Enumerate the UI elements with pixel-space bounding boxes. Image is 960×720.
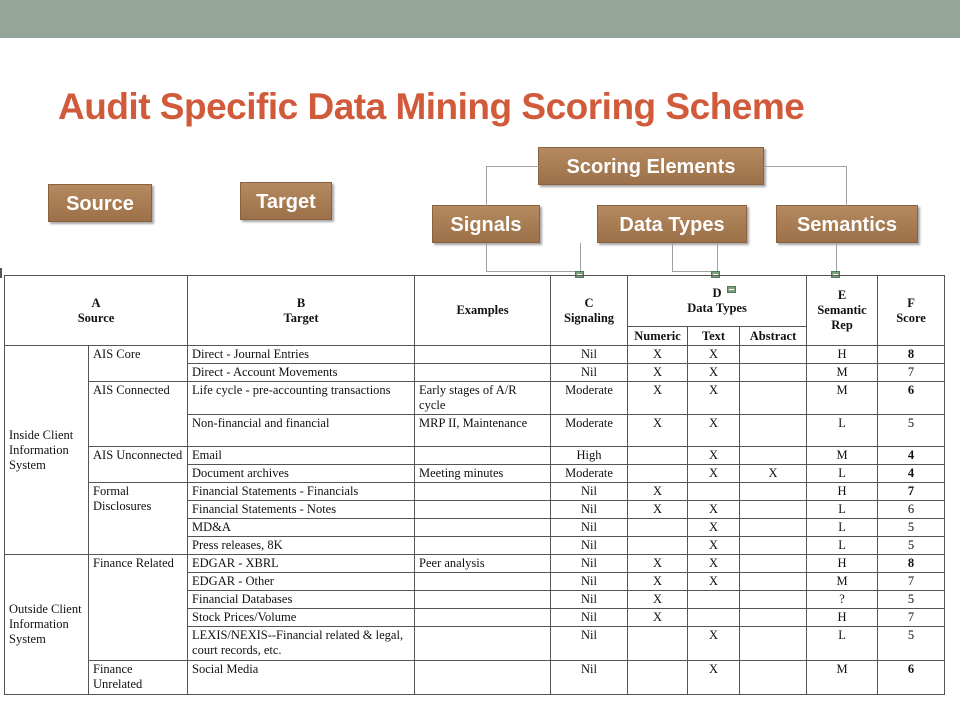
top-banner [0, 0, 960, 38]
cell-example: Early stages of A/R cycle [415, 382, 551, 415]
cell-signal: Moderate [551, 465, 628, 483]
page-title: Audit Specific Data Mining Scoring Scheme [58, 86, 805, 127]
cell-text: X [688, 555, 740, 573]
cell-target: Financial Statements - Financials [188, 483, 415, 501]
cell-example [415, 537, 551, 555]
subgroup-ais-core: AIS Core [89, 346, 188, 382]
cell-semantic-rep: M [807, 382, 878, 415]
cell-numeric: X [628, 382, 688, 415]
cell-abstract [740, 415, 807, 447]
cell-abstract: X [740, 465, 807, 483]
cell-target: EDGAR - XBRL [188, 555, 415, 573]
cell-target: Financial Databases [188, 591, 415, 609]
cell-example [415, 447, 551, 465]
cell-target: Social Media [188, 661, 415, 695]
cell-signal: Nil [551, 591, 628, 609]
cell-score: 5 [878, 591, 945, 609]
cell-abstract [740, 627, 807, 661]
scoring-table [4, 275, 945, 695]
header-numeric: Numeric [628, 327, 688, 346]
cell-numeric [628, 447, 688, 465]
cell-score: 5 [878, 415, 945, 447]
cell-numeric [628, 627, 688, 661]
cell-example [415, 519, 551, 537]
cell-abstract [740, 555, 807, 573]
cell-score: 4 [878, 465, 945, 483]
cell-score: 8 [878, 346, 945, 364]
cell-target: Financial Statements - Notes [188, 501, 415, 519]
cell-semantic-rep: L [807, 465, 878, 483]
table-row [5, 661, 945, 695]
cell-signal: Nil [551, 519, 628, 537]
semantics-tag: Semantics [776, 205, 918, 243]
cell-target: Non-financial and financial [188, 415, 415, 447]
cell-semantic-rep: H [807, 346, 878, 364]
cell-score: 4 [878, 447, 945, 465]
cell-abstract [740, 483, 807, 501]
cell-semantic-rep: L [807, 627, 878, 661]
cell-signal: Nil [551, 573, 628, 591]
cell-score: 6 [878, 382, 945, 415]
subgroup-ais-unconnected: AIS Unconnected [89, 447, 188, 483]
cell-text: X [688, 537, 740, 555]
cell-target: EDGAR - Other [188, 573, 415, 591]
subgroup-ais-connected: AIS Connected [89, 382, 188, 447]
cell-example [415, 483, 551, 501]
cell-abstract [740, 537, 807, 555]
cell-example [415, 609, 551, 627]
cell-score: 6 [878, 661, 945, 695]
cell-semantic-rep: H [807, 555, 878, 573]
cell-text: X [688, 661, 740, 695]
cell-abstract [740, 519, 807, 537]
cell-text: X [688, 573, 740, 591]
cell-signal: Nil [551, 661, 628, 695]
cell-text: X [688, 465, 740, 483]
cell-text: X [688, 447, 740, 465]
table-row [5, 555, 945, 573]
cell-semantic-rep: L [807, 519, 878, 537]
cell-target: Direct - Account Movements [188, 364, 415, 382]
cell-abstract [740, 609, 807, 627]
header-data-types: D Data Types [628, 276, 807, 327]
cell-abstract [740, 573, 807, 591]
cell-abstract [740, 364, 807, 382]
scoring-elements-tag: Scoring Elements [538, 147, 764, 185]
table-body [5, 346, 945, 695]
table-row [5, 346, 945, 364]
source-tag: Source [48, 184, 152, 222]
cell-numeric: X [628, 346, 688, 364]
cell-target: Press releases, 8K [188, 537, 415, 555]
cell-score: 5 [878, 627, 945, 661]
cell-text: X [688, 501, 740, 519]
data-types-tag: Data Types [597, 205, 747, 243]
cell-signal: Nil [551, 609, 628, 627]
cell-text: X [688, 382, 740, 415]
cell-example [415, 627, 551, 661]
cell-text: X [688, 519, 740, 537]
cell-semantic-rep: M [807, 364, 878, 382]
connector-left [486, 166, 539, 206]
header-source: A Source [5, 276, 188, 346]
table-row [5, 483, 945, 501]
cell-target: LEXIS/NEXIS--Financial related & legal, court records, etc. [188, 627, 415, 661]
cell-numeric: X [628, 483, 688, 501]
cell-example [415, 364, 551, 382]
cell-semantic-rep: M [807, 661, 878, 695]
cell-semantic-rep: M [807, 573, 878, 591]
cell-score: 5 [878, 537, 945, 555]
cell-text: X [688, 415, 740, 447]
cell-semantic-rep: L [807, 537, 878, 555]
cell-numeric [628, 661, 688, 695]
cell-score: 7 [878, 573, 945, 591]
cell-semantic-rep: H [807, 609, 878, 627]
cell-score: 7 [878, 609, 945, 627]
header-target: B Target [188, 276, 415, 346]
table-row [5, 382, 945, 415]
subgroup-finance-unrelated: Finance Unrelated [89, 661, 188, 695]
header-score: F Score [878, 276, 945, 346]
cell-numeric: X [628, 609, 688, 627]
header-signaling: C Signaling [551, 276, 628, 346]
cell-abstract [740, 382, 807, 415]
cell-numeric [628, 537, 688, 555]
cell-text: X [688, 627, 740, 661]
subgroup-finance-related: Finance Related [89, 555, 188, 661]
cell-numeric: X [628, 415, 688, 447]
cell-signal: High [551, 447, 628, 465]
connector-semantics [836, 243, 838, 271]
cell-abstract [740, 591, 807, 609]
cell-text [688, 591, 740, 609]
header-examples: Examples [415, 276, 551, 346]
group-inside: Inside Client Information System [5, 346, 89, 555]
cell-example [415, 591, 551, 609]
cell-target: Document archives [188, 465, 415, 483]
target-tag: Target [240, 182, 332, 220]
cell-example: Peer analysis [415, 555, 551, 573]
cell-signal: Nil [551, 627, 628, 661]
cell-signal: Nil [551, 501, 628, 519]
cell-score: 7 [878, 364, 945, 382]
cell-abstract [740, 501, 807, 519]
cell-text: X [688, 364, 740, 382]
cell-score: 8 [878, 555, 945, 573]
group-outside: Outside Client Information System [5, 555, 89, 695]
cell-example [415, 501, 551, 519]
cell-text [688, 483, 740, 501]
cell-semantic-rep: L [807, 501, 878, 519]
cell-signal: Moderate [551, 382, 628, 415]
cell-numeric [628, 519, 688, 537]
cell-score: 7 [878, 483, 945, 501]
cell-example [415, 661, 551, 695]
cell-abstract [740, 661, 807, 695]
left-edge-mark [0, 268, 2, 278]
cell-example: MRP II, Maintenance [415, 415, 551, 447]
cell-target: Stock Prices/Volume [188, 609, 415, 627]
signals-tag: Signals [432, 205, 540, 243]
cell-target: Direct - Journal Entries [188, 346, 415, 364]
cell-numeric: X [628, 364, 688, 382]
cell-target: Life cycle - pre-accounting transactions [188, 382, 415, 415]
cell-semantic-rep: H [807, 483, 878, 501]
subgroup-formal-disclosures: Formal Disclosures [89, 483, 188, 555]
connector-right [764, 166, 847, 206]
cell-semantic-rep: M [807, 447, 878, 465]
header-text: Text [688, 327, 740, 346]
cell-target: MD&A [188, 519, 415, 537]
header-semantic-rep: E Semantic Rep [807, 276, 878, 346]
cell-abstract [740, 346, 807, 364]
cell-numeric: X [628, 555, 688, 573]
connector-datatypes [672, 243, 718, 272]
cell-signal: Moderate [551, 415, 628, 447]
cell-numeric: X [628, 573, 688, 591]
cell-text [688, 609, 740, 627]
cell-semantic-rep: ? [807, 591, 878, 609]
cell-signal: Nil [551, 483, 628, 501]
cell-text: X [688, 346, 740, 364]
cell-example: Meeting minutes [415, 465, 551, 483]
cell-numeric: X [628, 591, 688, 609]
cell-numeric [628, 465, 688, 483]
cell-signal: Nil [551, 537, 628, 555]
cell-semantic-rep: L [807, 415, 878, 447]
cell-numeric: X [628, 501, 688, 519]
cell-score: 5 [878, 519, 945, 537]
header-abstract: Abstract [740, 327, 807, 346]
connector-signals [486, 243, 581, 272]
cell-score: 6 [878, 501, 945, 519]
cell-signal: Nil [551, 555, 628, 573]
cell-example [415, 573, 551, 591]
cell-example [415, 346, 551, 364]
cell-signal: Nil [551, 346, 628, 364]
cell-signal: Nil [551, 364, 628, 382]
cell-target: Email [188, 447, 415, 465]
cell-abstract [740, 447, 807, 465]
table-row [5, 447, 945, 465]
